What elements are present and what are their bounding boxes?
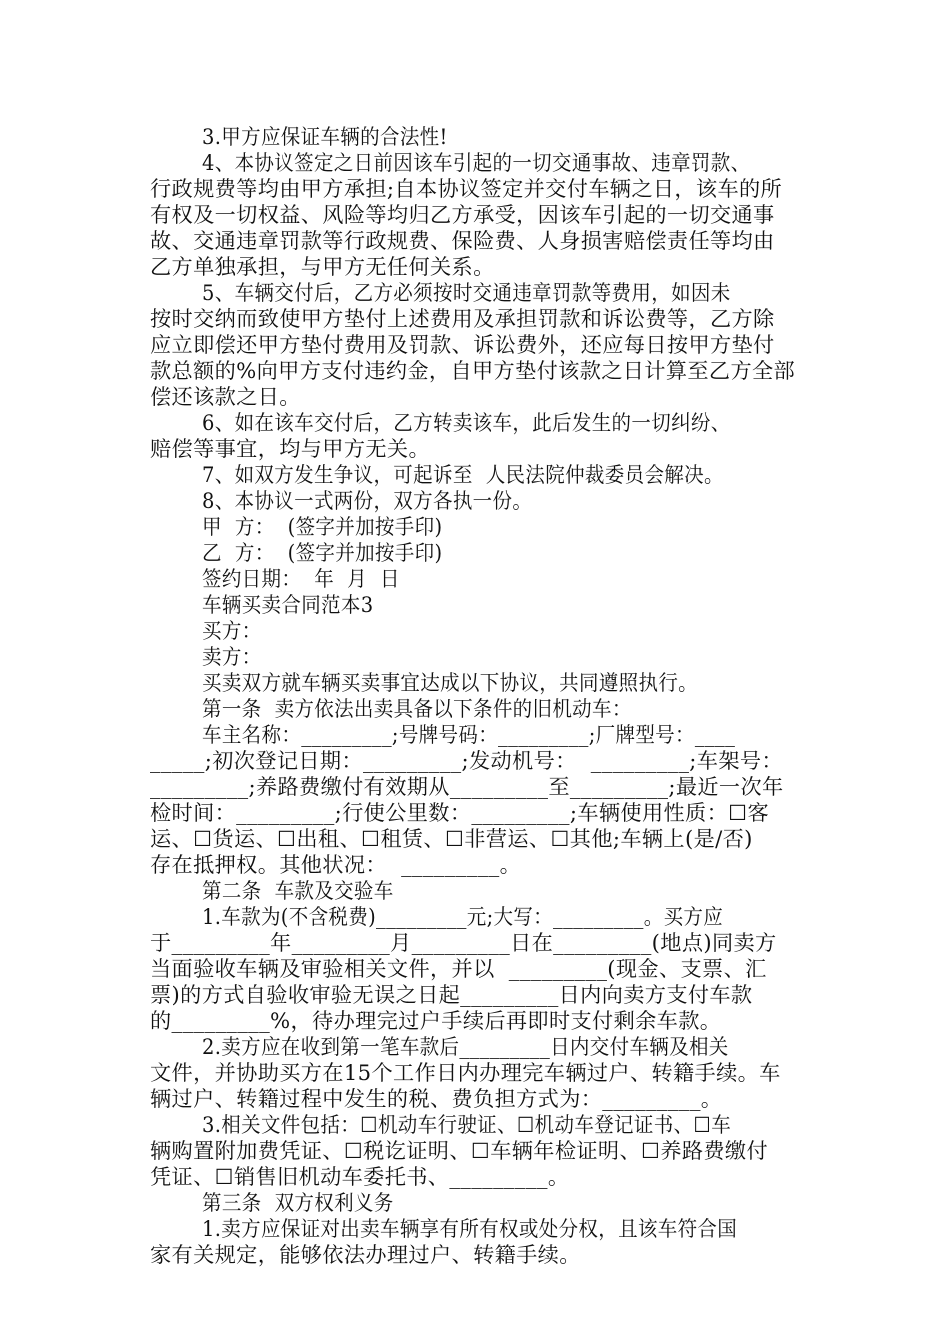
text-line: 存在抵押权。其他状况： _________。 xyxy=(150,852,522,877)
text-line: 7、如双方发生争议，可起诉至 人民法院仲裁委员会解决。 xyxy=(202,462,724,487)
text-line: 凭证、☐销售旧机动车委托书、_________。 xyxy=(150,1164,570,1189)
text-line: 故、交通违章罚款等行政规费、保险费、人身损害赔偿责任等均由 xyxy=(150,228,775,253)
seller-line: 卖方： xyxy=(202,644,262,669)
text-line: 票)的方式自验收审验无误之日起_________日内向卖方支付车款 xyxy=(150,982,753,1007)
text-line: 赔偿等事宜，均与甲方无关。 xyxy=(150,436,430,461)
section-heading: 车辆买卖合同范本3 xyxy=(202,592,374,617)
buyer-line: 买方： xyxy=(202,618,262,643)
text-line: 3.相关文件包括：☐机动车行驶证、☐机动车登记证书、☐车 xyxy=(202,1112,732,1137)
article-heading: 第一条 卖方依法出卖具备以下条件的旧机动车： xyxy=(202,696,632,721)
text-line: 按时交纳而致使甲方垫付上述费用及承担罚款和诉讼费等，乙方除 xyxy=(150,306,775,331)
text-line: _____;初次登记日期：_________;发动机号： _________;车架号： xyxy=(150,748,783,773)
article-heading: 第三条 双方权利义务 xyxy=(202,1190,394,1215)
text-line: 辆购置附加费凭证、☐税讫证明、☐车辆年检证明、☐养路费缴付 xyxy=(150,1138,769,1163)
text-line: 5、车辆交付后，乙方必须按时交通违章罚款等费用，如因未 xyxy=(202,280,731,305)
signature-line-party-b: 乙 方： (签字并加按手印) xyxy=(202,540,443,565)
text-line: 家有关规定，能够依法办理过户、转籍手续。 xyxy=(150,1242,581,1267)
text-line: 偿还该款之日。 xyxy=(150,384,301,409)
text-line: 检时间：_________;行使公里数：_________;车辆使用性质：☐客 xyxy=(150,800,769,825)
text-line: 行政规费等均由甲方承担;自本协议签定并交付车辆之日，该车的所 xyxy=(150,176,783,201)
text-line: 1.车款为(不含税费)_________元;大写：_________。买方应 xyxy=(202,904,724,929)
text-line: 于_________年_________月_________日在_________(地点)同卖方 xyxy=(150,930,777,955)
text-line: 款总额的%向甲方支付违约金，自甲方垫付该款之日计算至乙方全部 xyxy=(150,358,796,383)
text-line: 有权及一切权益、风险等均归乙方承受，因该车引起的一切交通事 xyxy=(150,202,775,227)
text-line: 当面验收车辆及审验相关文件，并以 _________(现金、支票、汇 xyxy=(150,956,767,981)
text-line: 8、本协议一式两份，双方各执一份。 xyxy=(202,488,533,513)
text-line: 乙方单独承担，与甲方无任何关系。 xyxy=(150,254,495,279)
text-line: 1.卖方应保证对出卖车辆享有所有权或处分权，且该车符合国 xyxy=(202,1216,738,1241)
text-line: 车主名称：_________;号牌号码：_________;厂牌型号：____ xyxy=(202,722,736,747)
text-line: 运、☐货运、☐出租、☐租赁、☐非营运、☐其他;车辆上(是/否) xyxy=(150,826,753,851)
text-line: _________;养路费缴付有效期从_________至_________;最近一次年 xyxy=(150,774,784,799)
article-heading: 第二条 车款及交验车 xyxy=(202,878,394,903)
text-line: 文件，并协助买方在15个工作日内办理完车辆过户、转籍手续。车 xyxy=(150,1060,781,1085)
text-line: 买卖双方就车辆买卖事宜达成以下协议，共同遵照执行。 xyxy=(202,670,699,695)
text-line: 的_________%，待办理完过户手续后再即时支付剩余车款。 xyxy=(150,1008,722,1033)
text-line: 2.卖方应在收到第一笔车款后_________日内交付车辆及相关 xyxy=(202,1034,729,1059)
signature-line-party-a: 甲 方： (签字并加按手印) xyxy=(202,514,443,539)
text-line: 4、本协议签定之日前因该车引起的一切交通事故、违章罚款、 xyxy=(202,150,751,175)
text-line: 3.甲方应保证车辆的合法性! xyxy=(202,124,448,149)
text-line: 6、如在该车交付后，乙方转卖该车，此后发生的一切纠纷、 xyxy=(202,410,731,435)
text-line: 应立即偿还甲方垫付费用及罚款、诉讼费外，还应每日按甲方垫付 xyxy=(150,332,775,357)
text-line: 辆过户、转籍过程中发生的税、费负担方式为：_________。 xyxy=(150,1086,723,1111)
signing-date-line: 签约日期： 年 月 日 xyxy=(202,566,400,591)
